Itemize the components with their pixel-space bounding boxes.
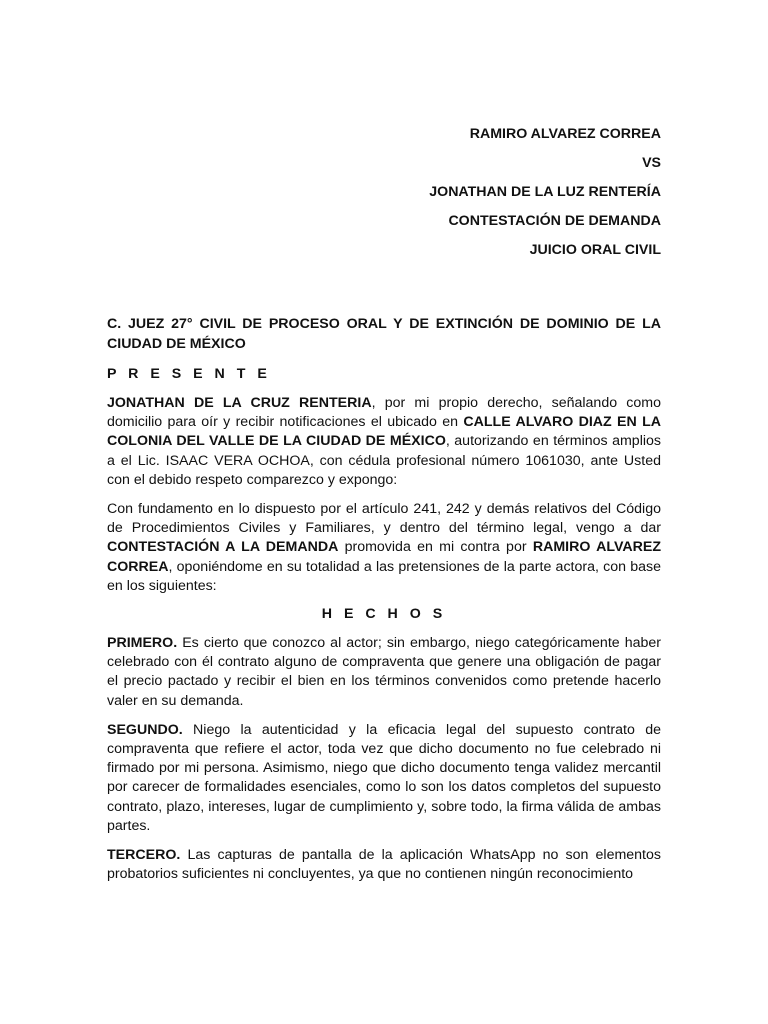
defendant-name: JONATHAN DE LA LUZ RENTERÍA (429, 184, 661, 200)
intro-text-2: , autorizando en términos amplios a el Lic. ISAAC VERA OCHOA, con cédula profesional número 1061030, ante Usted con el debido respeto comparezco y expongo: (107, 433, 661, 488)
fact-paragraph-tercero (107, 846, 661, 884)
fact-label: PRIMERO. (107, 635, 178, 652)
basis-text-1: Con fundamento en lo dispuesto por el artículo 241, 242 y demás relativos del Código de Procedimientos Civiles y Familiares, y dentro del término legal, vengo a dar (107, 501, 661, 537)
fact-label: TERCERO. (107, 847, 181, 864)
document-page (107, 124, 661, 884)
fact-text: Es cierto que conozco al actor; sin embargo, niego categóricamente haber celebrado con él contrato alguno de compraventa que genere una obligación de pagar el precio pactado y recibir el bien en los términos convenidos como pretende hacerlo valer en su demanda. (107, 635, 661, 709)
fact-text: Las capturas de pantalla de la aplicación WhatsApp no son elementos probatorios suficientes ni concluyentes, ya que no contienen ningún reconocimiento (107, 847, 661, 883)
proceeding-type: JUICIO ORAL CIVIL (529, 242, 661, 258)
fact-label: SEGUNDO. (107, 721, 183, 738)
basis-emphasis-2: RAMIRO ALVAREZ CORREA (107, 539, 661, 575)
versus-label: VS (642, 155, 661, 171)
case-header (107, 124, 661, 269)
hechos-heading: H E C H O S (321, 606, 447, 623)
fact-text: Niego la autenticidad y la eficacia legal del supuesto contrato de compraventa que refiere el actor, toda vez que dicho documento no fue celebrado ni firmado por mi persona. Asimismo, niego que dicho documento tenga validez mercantil por carecer de formalidades esenciales, como lo son los datos completos del supuesto contrato, plazo, intereses, lugar de cumplimiento y, sobre todo, la firma válida de ambas partes. (107, 721, 661, 834)
defendant-full-name: JONATHAN DE LA CRUZ RENTERIA (107, 395, 372, 411)
basis-text-2: promovida en mi contra por (338, 539, 533, 556)
basis-text-3: , oponiéndome en su totalidad a las pretensiones de la parte actora, con base en los siguientes: (107, 558, 661, 594)
court-addressee: C. JUEZ 27° CIVIL DE PROCESO ORAL Y DE EXTINCIÓN DE DOMINIO DE LA CIUDAD DE MÉXICO (107, 316, 661, 352)
intro-text-1: , por mi propio derecho, señalando como domicilio para oír y recibir notificaciones el ubicado en (107, 395, 661, 431)
fact-paragraph-primero (107, 634, 661, 711)
presente-heading: P R E S E N T E (107, 366, 271, 382)
plaintiff-name: RAMIRO ALVAREZ CORREA (469, 126, 661, 142)
notification-address: CALLE ALVARO DIAZ EN LA COLONIA DEL VALLE DE LA CIUDAD DE MÉXICO (107, 414, 661, 450)
legal-basis-paragraph (107, 500, 661, 596)
basis-emphasis-1: CONTESTACIÓN A LA DEMANDA (107, 539, 339, 556)
document-type: CONTESTACIÓN DE DEMANDA (448, 213, 661, 229)
fact-paragraph-segundo (107, 721, 661, 836)
intro-paragraph (107, 394, 661, 490)
